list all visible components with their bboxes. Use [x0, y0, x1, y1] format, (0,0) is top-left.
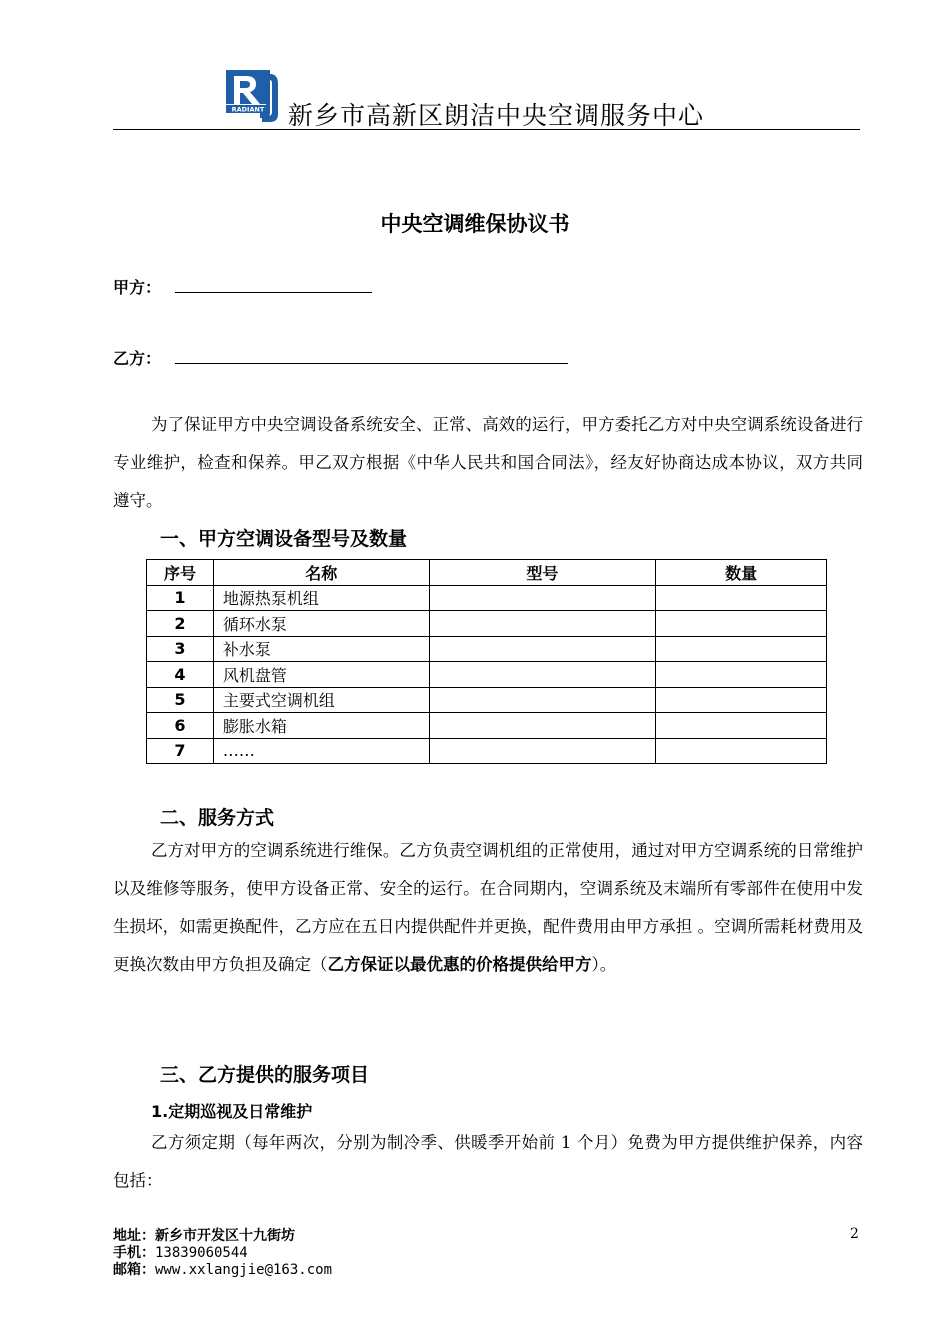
- equipment-table: [146, 559, 827, 764]
- row-qty[interactable]: [656, 585, 827, 611]
- row-qty[interactable]: [656, 611, 827, 637]
- row-model[interactable]: [429, 662, 656, 688]
- row-name: 膨胀水箱: [213, 713, 429, 739]
- email-label: 邮箱：: [113, 1262, 155, 1278]
- table-header-row: [147, 560, 827, 586]
- footer-email: [113, 1259, 332, 1279]
- row-name: ……: [213, 738, 429, 764]
- row-model[interactable]: [429, 738, 656, 764]
- table-row: [147, 636, 827, 662]
- section2-body: 乙方对甲方的空调系统进行维保。乙方负责空调机组的正常使用，通过对甲方空调系统的日常维护以及维修等服务，使甲方设备正常、安全的运行。在合同期内，空调系统及末端所有零部件在使用中发生损坏，如需更换配件，乙方应在五日内提供配件并更换，配件费用由甲方承担 。空调所需耗材费用及更换次数由甲方负担及确定（: [113, 841, 863, 974]
- row-no: 1: [147, 585, 214, 611]
- email-value: www.xxlangjie@163.com: [155, 1262, 333, 1278]
- row-model[interactable]: [429, 713, 656, 739]
- row-no: 4: [147, 662, 214, 688]
- address-value: 新乡市开发区十九街坊: [155, 1228, 295, 1244]
- row-no: 7: [147, 738, 214, 764]
- table-row: [147, 687, 827, 713]
- party-b-blank[interactable]: [175, 363, 568, 364]
- row-qty[interactable]: [656, 738, 827, 764]
- row-name: 地源热泵机组: [213, 585, 429, 611]
- party-b-label: 乙方：: [113, 349, 162, 368]
- header-rule: [113, 129, 860, 130]
- col-header-qty: 数量: [656, 560, 827, 586]
- row-name: 风机盘管: [213, 662, 429, 688]
- section3-sub1: 1.定期巡视及日常维护: [151, 1102, 313, 1121]
- row-qty[interactable]: [656, 713, 827, 739]
- table-row: [147, 662, 827, 688]
- section1-heading: 一、甲方空调设备型号及数量: [160, 528, 408, 550]
- table-row: [147, 585, 827, 611]
- section3-body: 乙方须定期（每年两次，分别为制冷季、供暖季开始前 1 个月）免费为甲方提供维护保养，内容包括：: [113, 1133, 863, 1190]
- row-name: 补水泵: [213, 636, 429, 662]
- row-no: 5: [147, 687, 214, 713]
- row-qty[interactable]: [656, 687, 827, 713]
- section2-paragraph: [113, 832, 863, 984]
- row-model[interactable]: [429, 687, 656, 713]
- col-header-model: 型号: [429, 560, 656, 586]
- party-a-blank[interactable]: [175, 292, 372, 293]
- page-number: 2: [850, 1226, 859, 1242]
- row-model[interactable]: [429, 636, 656, 662]
- section2-tail: ）。: [591, 955, 617, 974]
- row-no: 2: [147, 611, 214, 637]
- row-model[interactable]: [429, 611, 656, 637]
- row-qty[interactable]: [656, 636, 827, 662]
- document-title: 中央空调维保协议书: [380, 212, 570, 236]
- company-logo: [226, 70, 284, 124]
- party-a-label: 甲方：: [113, 278, 162, 297]
- row-name: 循环水泵: [213, 611, 429, 637]
- phone-label: 手机：: [113, 1245, 155, 1261]
- section3-heading: 三、乙方提供的服务项目: [160, 1064, 370, 1086]
- address-label: 地址：: [113, 1228, 155, 1244]
- intro-paragraph: [113, 406, 863, 520]
- row-qty[interactable]: [656, 662, 827, 688]
- section3-paragraph: [113, 1124, 863, 1200]
- col-header-no: 序号: [147, 560, 214, 586]
- logo-text: RADIANT: [231, 105, 265, 114]
- row-no: 3: [147, 636, 214, 662]
- phone-value: 13839060544: [155, 1245, 248, 1261]
- section2-heading: 二、服务方式: [160, 807, 275, 829]
- table-row: [147, 611, 827, 637]
- row-no: 6: [147, 713, 214, 739]
- intro-text: 为了保证甲方中央空调设备系统安全、正常、高效的运行，甲方委托乙方对中央空调系统设备进行专业维护，检查和保养。甲乙双方根据《中华人民共和国合同法》，经友好协商达成本协议，双方共同遵守。: [113, 415, 863, 510]
- row-model[interactable]: [429, 585, 656, 611]
- company-name: 新乡市高新区朗洁中央空调服务中心: [288, 101, 705, 130]
- table-row: [147, 738, 827, 764]
- section2-bold: 乙方保证以最优惠的价格提供给甲方: [327, 955, 592, 974]
- row-name: 主要式空调机组: [213, 687, 429, 713]
- col-header-name: 名称: [213, 560, 429, 586]
- table-row: [147, 713, 827, 739]
